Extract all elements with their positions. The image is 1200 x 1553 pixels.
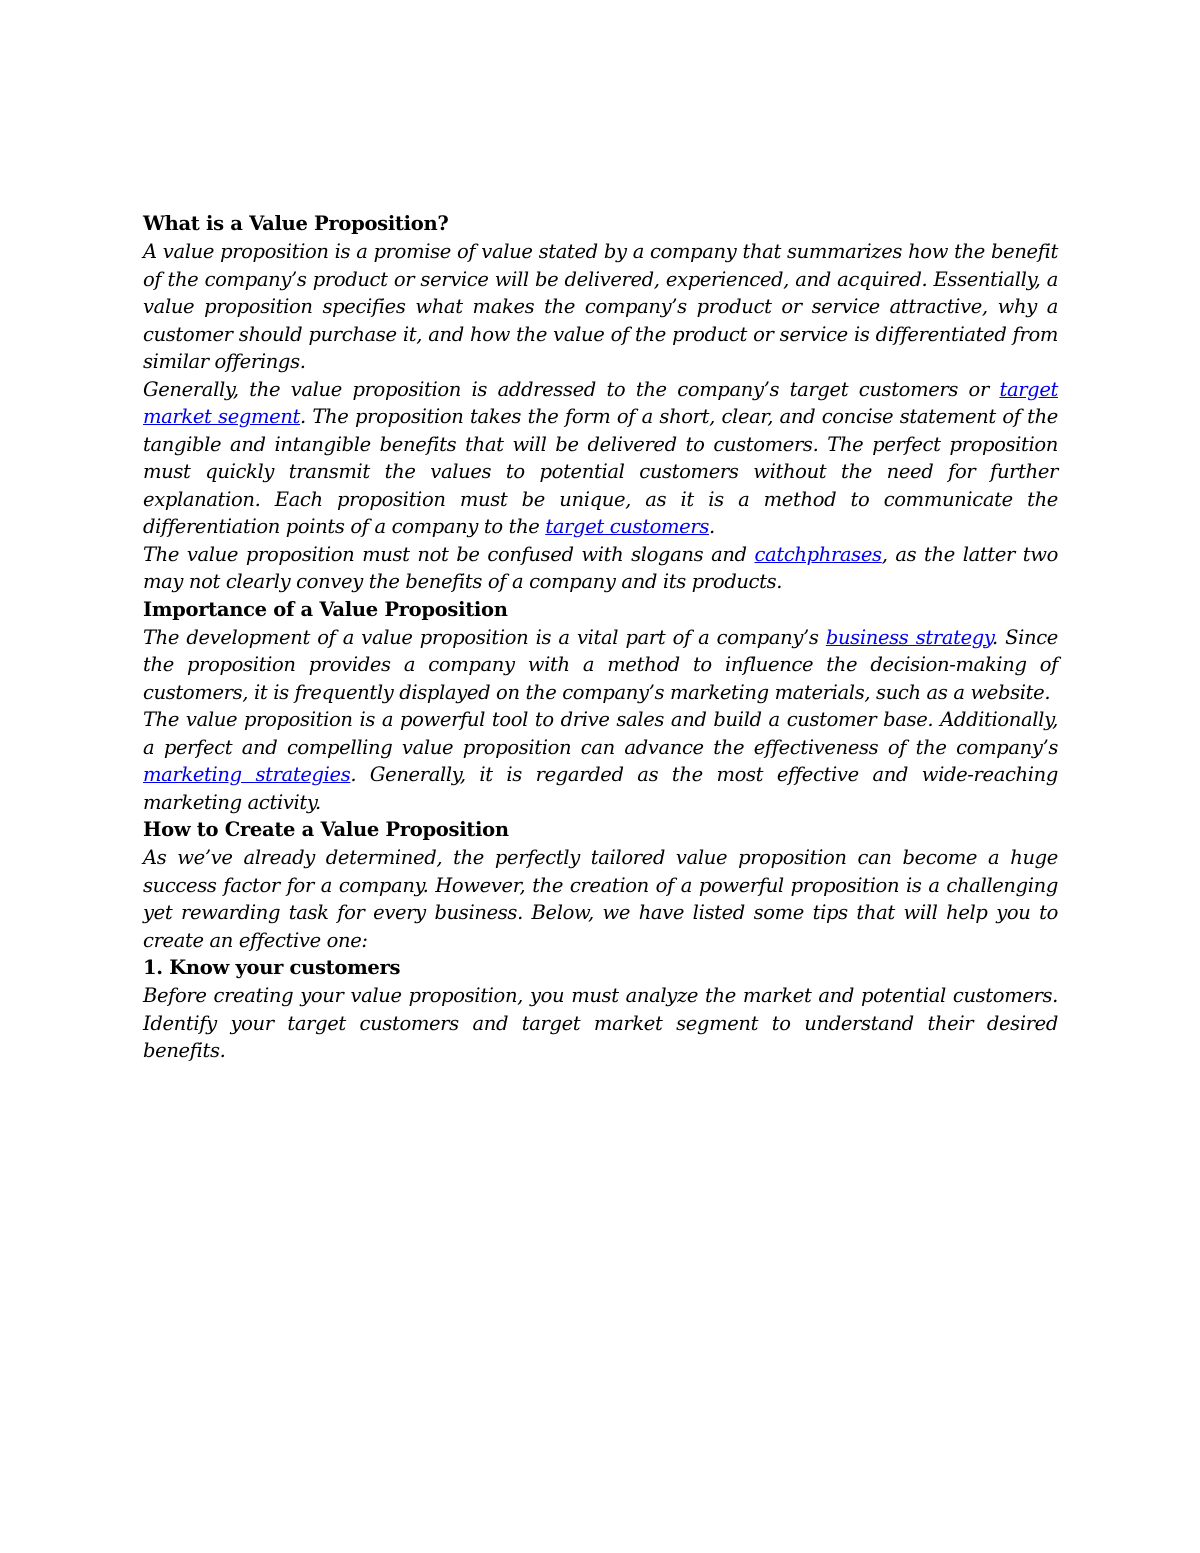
section-heading-how-to-create: How to Create a Value Proposition: [143, 818, 509, 841]
text-run: Generally, the value proposition is addressed to the company’s target customers or: [143, 377, 1000, 401]
link-catchphrases[interactable]: catchphrases: [754, 542, 882, 566]
link-business-strategy[interactable]: business strategy: [825, 625, 992, 649]
paragraph-powerful-tool: [143, 706, 1058, 816]
paragraph-target-customers: [143, 376, 1058, 541]
paragraph-know-customers: Before creating your value proposition, you must analyze the market and potential customers. Identify your target customers and target market segment to understand their desired benefits.: [143, 984, 1058, 1062]
link-target-market-segment[interactable]: target market segment: [143, 377, 1058, 428]
text-run: . Since the proposition provides a company with a method to influence the decision-making of customers, it is frequently displayed on the company’s marketing materials, such as a website.: [143, 625, 1058, 704]
section-heading-know-customers: 1. Know your customers: [143, 956, 401, 979]
text-run: The value proposition is a powerful tool to drive sales and build a customer base. Additionally, a perfect and compelling value proposition can advance the effectiveness of the company’s: [143, 708, 1058, 759]
section-heading-what-is: What is a Value Proposition?: [143, 212, 449, 235]
section-heading-importance: Importance of a Value Proposition: [143, 597, 508, 621]
text-run: , as the latter two may not clearly convey the benefits of a company and its products.: [143, 542, 1058, 593]
text-run: . Generally, it is regarded as the most effective and wide-reaching marketing activity.: [143, 763, 1058, 814]
document-page: [143, 210, 1058, 1065]
text-run: The value proposition must not be confused with slogans and: [143, 542, 755, 566]
paragraph-slogans: [143, 541, 1058, 596]
text-run: .: [709, 515, 715, 538]
link-target-customers[interactable]: target customers: [545, 515, 709, 538]
paragraph-definition: A value proposition is a promise of value stated by a company that summarizes how the benefit of the company’s product or service will be delivered, experienced, and acquired. Essentially, a value proposition specifies what makes the company’s product or service attractive, why a customer should purchase it, and how the value of the product or service is differentiated from similar offerings.: [143, 240, 1058, 373]
link-marketing-strategies[interactable]: marketing strategies: [143, 763, 351, 786]
text-run: . The proposition takes the form of a short, clear, and concise statement of the tangible and intangible benefits that will be delivered to customers. The perfect proposition must quickly transmit the values to potential customers without the need for further explanation. Each proposition must be unique, as it is a method to communicate the differentiation points of a company to the: [143, 405, 1058, 538]
text-run: The development of a value proposition is a vital part of a company’s: [143, 625, 826, 649]
paragraph-create-intro: As we’ve already determined, the perfectly tailored value proposition can become a huge success factor for a company. However, the creation of a powerful proposition is a challenging yet rewarding task for every business. Below, we have listed some tips that will help you to create an effective one:: [143, 846, 1058, 952]
paragraph-business-strategy: [143, 624, 1058, 707]
